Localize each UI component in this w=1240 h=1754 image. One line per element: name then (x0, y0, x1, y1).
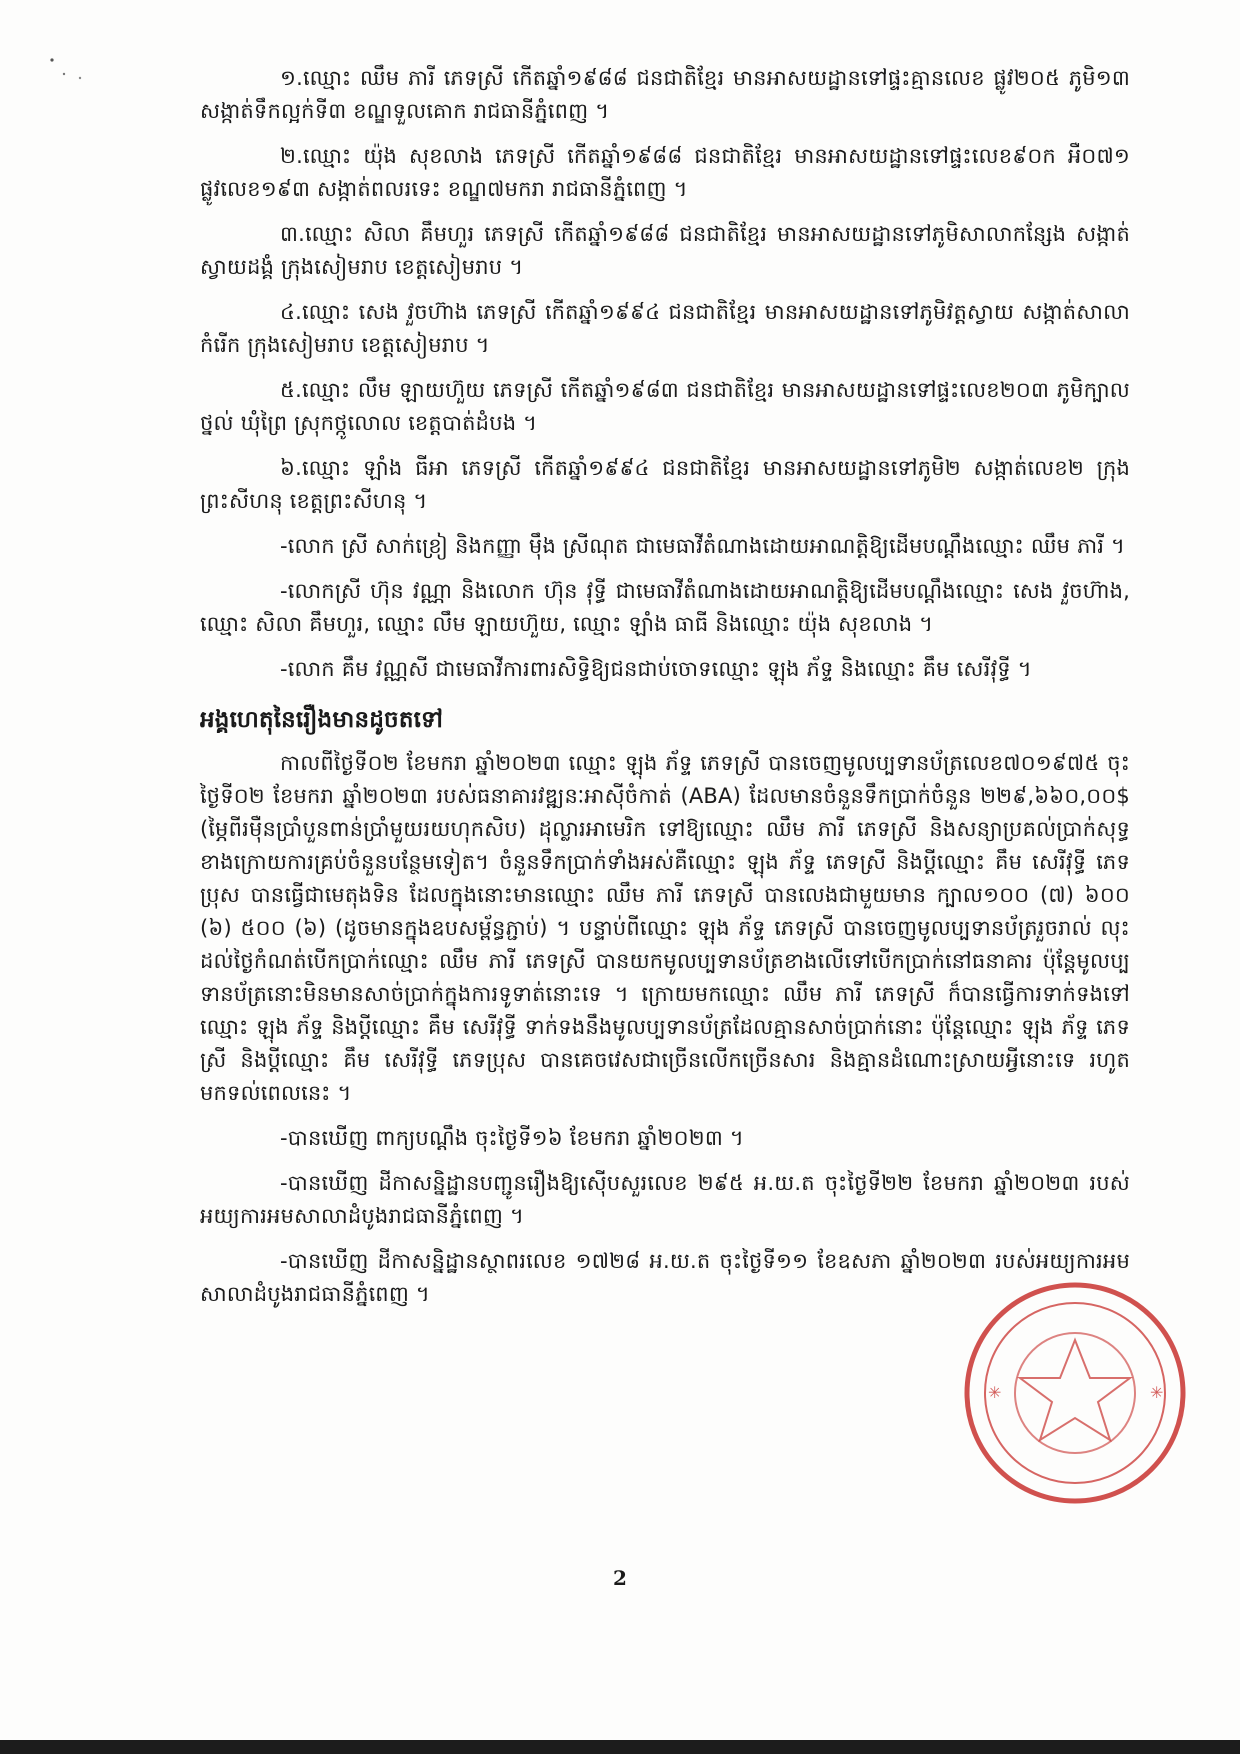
svg-text:✳: ✳ (988, 1383, 1002, 1402)
seen-complaint: -បានឃើញ ពាក្យបណ្ដឹង ចុះថ្ងៃទី១៦ ខែមករា ឆ្នាំ២០២៣ ។ (280, 1126, 744, 1150)
party-5: ៥.ឈ្មោះ លឹម ឡាយហ៊ួយ ភេទស្រី កើតឆ្នាំ១៩៨៣ ជនជាតិខ្មែរ មានអាសយដ្ឋានទៅផ្ទះលេខ២០៣ ភូមិក្បាលថ្នល់ ឃុំព្រៃ ស្រុកថ្កូលោល ខេត្តបាត់ដំបង ។ (200, 378, 1130, 435)
scan-bottom-edge (0, 1740, 1240, 1754)
document-body (200, 62, 1130, 1323)
party-4: ៤.ឈ្មោះ សេង វួចហ៊ាង ភេទស្រី កើតឆ្នាំ១៩៩៤ ជនជាតិខ្មែរ មានអាសយដ្ឋានទៅភូមិវត្តស្វាយ សង្កាត់សាលាកំរើក ក្រុងសៀមរាប ខេត្តសៀមរាប ។ (200, 300, 1130, 357)
party-2: ២.ឈ្មោះ យ៉ុង សុខលាង ភេទស្រី កើតឆ្នាំ១៩៨៨ ជនជាតិខ្មែរ មានអាសយដ្ឋានទៅផ្ទះលេខ៩០ក អឺ០៧១ ផ្លូវលេខ១៩៣ សង្កាត់ពលរទេះ ខណ្ឌ៧មករា រាជធានីភ្នំពេញ ។ (200, 144, 1130, 201)
lawyer-2: -លោកស្រី ហ៊ុន វណ្ណា និងលោក ហ៊ុន វុទ្ធី ជាមេធាវីតំណាងដោយអាណត្តិឱ្យដើមបណ្ដឹងឈ្មោះ សេង វួចហ៊ាង, ឈ្មោះ សិលា គឹមហួរ, ឈ្មោះ លឹម ឡាយហ៊ួយ, ឈ្មោះ ឡាំង ធាធី និងឈ្មោះ យ៉ុង សុខលាង ។ (200, 579, 1130, 636)
lawyer-3: -លោក គឹម វណ្ណសី ជាមេធាវីការពារសិទ្ធិឱ្យជនជាប់ចោទឈ្មោះ ឡុង ភ័ទ្ទ និងឈ្មោះ គឹម សេរីវុទ្ធី ។ (280, 657, 1032, 681)
lawyer-1: -លោក ស្រី សាក់ខ្រៀ និងកញ្ញា ម៉ឹង ស្រីណុត ជាមេធាវីតំណាងដោយអាណត្តិឱ្យដើមបណ្ដឹងឈ្មោះ ឈឹម ភារី ។ (280, 534, 1126, 558)
scan-specks (50, 58, 90, 98)
page-number: 2 (613, 1566, 627, 1590)
section-heading: អង្គហេតុនៃរឿងមានដូចតទៅ (200, 707, 444, 733)
seen-final-order: -បានឃើញ ដីកាសន្និដ្ឋានស្ថាពរលេខ ១៧២៨ អ.យ.ត ចុះថ្ងៃទី១១ ខែឧសភា ឆ្នាំ២០២៣ របស់អយ្យការអមសាលាដំបូងរាជធានីភ្នំពេញ ។ (200, 1249, 1130, 1306)
seen-referral-order: -បានឃើញ ដីកាសន្និដ្ឋានបញ្ជូនរឿងឱ្យស៊ើបសួរលេខ ២៩៥ អ.យ.ត ចុះថ្ងៃទី២២ ខែមករា ឆ្នាំ២០២៣ របស់អយ្យការអមសាលាដំបូងរាជធានីភ្នំពេញ ។ (200, 1171, 1130, 1228)
party-3: ៣.ឈ្មោះ សិលា គឹមហួរ ភេទស្រី កើតឆ្នាំ១៩៨៨ ជនជាតិខ្មែរ មានអាសយដ្ឋានទៅភូមិសាលាកន្សែង សង្កាត់ស្វាយដង្គំ ក្រុងសៀមរាប ខេត្តសៀមរាប ។ (200, 222, 1130, 279)
party-6: ៦.ឈ្មោះ ឡាំង ធីអា ភេទស្រី កើតឆ្នាំ១៩៩៤ ជនជាតិខ្មែរ មានអាសយដ្ឋានទៅភូមិ២ សង្កាត់លេខ២ ក្រុងព្រះសីហនុ ខេត្តព្រះសីហនុ ។ (200, 456, 1130, 513)
official-seal-icon (960, 1278, 1190, 1508)
party-1: ១.ឈ្មោះ ឈឹម ភារី ភេទស្រី កើតឆ្នាំ១៩៨៨ ជនជាតិខ្មែរ មានអាសយដ្ឋានទៅផ្ទះគ្មានលេខ ផ្លូវ២០៥ ភូមិ១៣ សង្កាត់ទឹកល្អក់ទី៣ ខណ្ឌទួលគោក រាជធានីភ្នំពេញ ។ (200, 66, 1130, 123)
svg-text:✳: ✳ (1150, 1383, 1164, 1402)
facts-paragraph: កាលពីថ្ងៃទី០២ ខែមករា ឆ្នាំ២០២៣ ឈ្មោះ ឡុង ភ័ទ្ទ ភេទស្រី បានចេញមូលប្បទានប័ត្រលេខ៧០១៩៧៥ ចុះថ្ងៃទី០២ ខែមករា ឆ្នាំ២០២៣ របស់ធនាគារវឌ្ឍនៈអាស៊ីចំកាត់ (ABA) ដែលមានចំនួនទឹកប្រាក់ចំនួន ២២៩,៦៦០,០០$ (ម្ភៃពីរម៉ឺនប្រាំបួនពាន់ប្រាំមួយរយហុកសិប) ដុល្លារអាមេរិក ទៅឱ្យឈ្មោះ ឈឹម ភារី ភេទស្រី និងសន្យាប្រគល់ប្រាក់សុទ្ធខាងក្រោយការគ្រប់ចំនួនបន្ថែមទៀត។ ចំនួនទឹកប្រាក់ទាំងអស់គឺឈ្មោះ ឡុង ភ័ទ្ទ ភេទស្រី និងប្ដីឈ្មោះ គឹម សេរីវុទ្ធី ភេទប្រុស បានធ្វើជាមេតុងទិន ដែលក្នុងនោះមានឈ្មោះ ឈឹម ភារី ភេទស្រី បានលេងជាមួយមាន ក្បាល១០០ (៧) ៦០០ (៦) ៥០០ (៦) (ដូចមានក្នុងឧបសម្ព័ន្ធភ្ជាប់) ។ បន្ទាប់ពីឈ្មោះ ឡុង ភ័ទ្ទ ភេទស្រី បានចេញមូលប្បទានប័ត្ររួចរាល់ លុះដល់ថ្ងៃកំណត់បើកប្រាក់ឈ្មោះ ឈឹម ភារី ភេទស្រី បានយកមូលប្បទានប័ត្រខាងលើទៅបើកប្រាក់នៅធនាគារ ប៉ុន្តែមូលប្បទានប័ត្រនោះមិនមានសាច់ប្រាក់ក្នុងការទូទាត់នោះទេ ។ ក្រោយមកឈ្មោះ ឈឹម ភារី ភេទស្រី ក៏បានធ្វើការទាក់ទងទៅឈ្មោះ ឡុង ភ័ទ្ទ និងប្ដីឈ្មោះ គឹម សេរីវុទ្ធី ទាក់ទងនឹងមូលប្បទានប័ត្រដែលគ្មានសាច់ប្រាក់នោះ ប៉ុន្តែឈ្មោះ ឡុង ភ័ទ្ទ ភេទស្រី និងប្ដីឈ្មោះ គឹម សេរីវុទ្ធី ភេទប្រុស បានគេចវេសជាច្រើនលើកច្រើនសារ និងគ្មានដំណោះស្រាយអ្វីនោះទេ រហូតមកទល់ពេលនេះ ។ (200, 751, 1130, 1105)
